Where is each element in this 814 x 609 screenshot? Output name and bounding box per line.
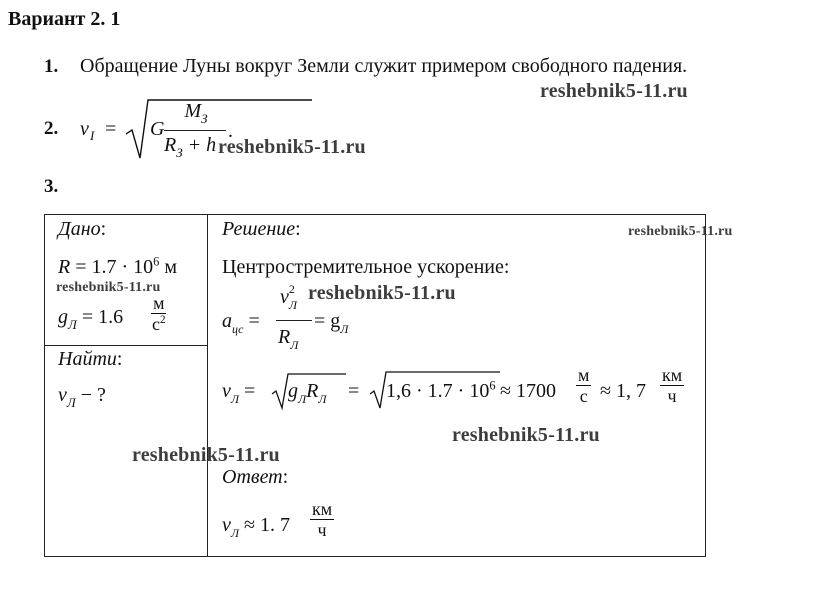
table-border-bottom [44, 556, 706, 557]
watermark: reshebnik5-11.ru [452, 424, 600, 446]
item-2-number: 2. [44, 118, 59, 139]
centripetal-label: Центростремительное ускорение: [222, 256, 510, 278]
given-title: Дано: [58, 218, 107, 240]
table-border-left [44, 214, 45, 557]
formula-num: $M_З$ [184, 100, 208, 126]
formula-v-sub: I [90, 128, 95, 143]
answer-title: Ответ: [222, 466, 289, 488]
given-radius: $R = 1.7 \cdot 10^6$ м [58, 254, 178, 278]
watermark: reshebnik5-11.ru [308, 282, 456, 304]
watermark: reshebnik5-11.ru [628, 224, 733, 239]
watermark: reshebnik5-11.ru [132, 444, 280, 466]
formula-period: . [228, 120, 233, 142]
formula-eq: = [105, 118, 117, 140]
page-title: Вариант 2. 1 [8, 8, 121, 30]
item-1-text: Обращение Луны вокруг Земли служит примером свободного падения. [80, 55, 688, 77]
formula-v: v [80, 118, 89, 140]
table-border-top [44, 214, 706, 215]
find-title: Найти: [58, 348, 123, 370]
formula-centripetal-bar [276, 320, 312, 321]
watermark: reshebnik5-11.ru [56, 280, 161, 295]
watermark: reshebnik5-11.ru [218, 136, 366, 158]
formula-velocity: $v_Л$ = $g_ЛR_Л$ = $1,6 \cdot 1.7 \cdot 10^6$ ≈ 1700 м с ≈ 1, 7 км ч [222, 366, 702, 422]
answer-expression: $v_Л \approx 1$. 7 км ч [222, 499, 333, 540]
watermark: reshebnik5-11.ru [540, 80, 688, 102]
item-1-number: 1. [44, 56, 59, 77]
find-expression: $v_Л$ − ? [58, 384, 106, 410]
formula-g: G [150, 118, 165, 140]
formula-den: $R_З + h$ [164, 134, 217, 160]
formula-fraction-bar [164, 130, 226, 131]
item-3-number: 3. [44, 176, 59, 197]
formula-centripetal: $a_{цс}$ = $v^2_Л$ $R_Л$ = $g_Л$ [222, 282, 349, 352]
table-divider [207, 214, 208, 557]
table-border-right [705, 214, 706, 557]
given-find-divider [44, 345, 208, 346]
solution-title: Решение: [222, 218, 301, 240]
